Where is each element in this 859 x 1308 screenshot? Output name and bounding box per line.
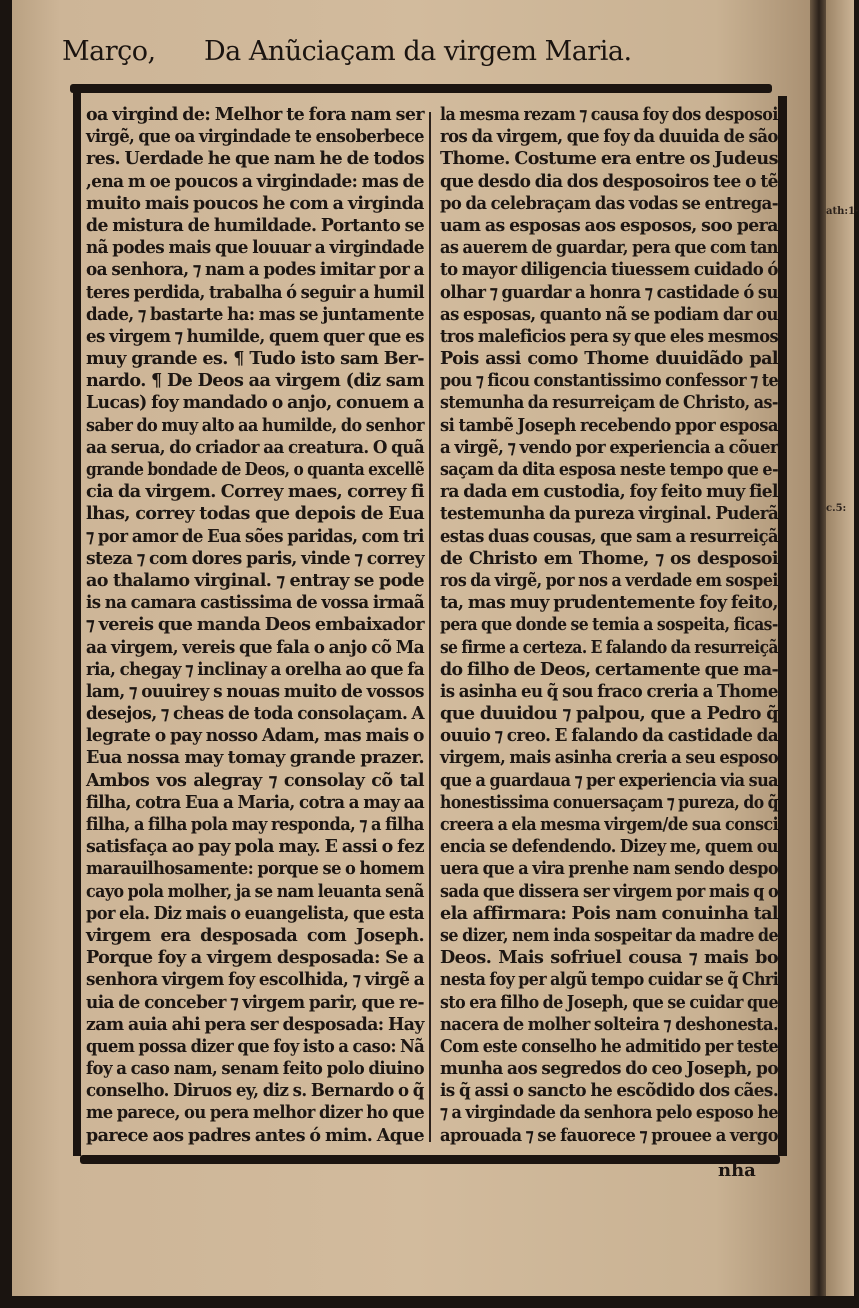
text-line: Thome. Costume era entre os Judeus [440,148,778,170]
text-line: ros da virgẽ, por nos a verdade em sospei [440,569,778,591]
text-line: por ela. Diz mais o euangelista, que esta [86,902,424,924]
text-line: po da celebraçam das vodas se entrega- [440,192,778,214]
catchword: nha [718,1160,756,1181]
text-line: nacera de molher solteira ⁊ deshonesta. [440,1013,779,1035]
text-line: parece aos padres antes ó mim. Aque [86,1124,424,1146]
text-line: pera que donde se temia a sospeita, ficas- [440,614,778,636]
text-line: foy a caso nam, senam feito polo diuino [86,1058,425,1080]
text-line: stemunha da resurreiçam de Christo, as- [440,392,778,414]
text-line: teres perdida, trabalha ó seguir a humil [86,281,425,303]
text-line: tros maleficios pera sy que eles mesmos [440,325,779,347]
text-line: ao thalamo virginal. ⁊ entray se pode [86,569,424,591]
text-line: ⁊ vereis que manda Deos embaixador [86,614,425,636]
left-border-rule [73,90,81,1156]
margin-note: ath:1· [826,206,859,217]
text-line: sada que dissera ser virgem por mais q o [440,880,779,902]
text-line: Ambos vos alegray ⁊ consolay cõ tal [86,769,424,791]
text-line: res. Uerdade he que nam he de todos [86,148,425,170]
text-line: de mistura de humildade. Portanto se [86,214,425,236]
text-line: steza ⁊ com dores paris, vinde ⁊ correy [86,547,424,569]
text-line: uia de conceber ⁊ virgem parir, que re- [86,991,424,1013]
text-line: ros da virgem, que foy da duuida de são [440,126,778,148]
text-line: la mesma rezam ⁊ causa foy dos desposoi [440,104,778,125]
text-line: munha aos segredos do ceo Joseph, po [440,1058,779,1080]
text-line: ria, chegay ⁊ inclinay a orelha ao que fa [86,658,425,680]
running-head-title: Da Anũciaçam da virgem Maria. [204,36,632,67]
text-line: nesta foy per algũ tempo cuidar se q̃ Chri [440,969,779,991]
running-head-month: Março, [62,36,156,67]
text-line: pou ⁊ ficou constantissimo confessor ⁊ te [440,370,779,392]
text-line: Deos. Mais sofriuel cousa ⁊ mais bo [440,947,778,969]
margin-note: c.5: [826,503,847,514]
text-line: a virgẽ, ⁊ vendo por experiencia a cõuer [440,436,779,458]
text-line: do filho de Deos, certamente que ma- [440,658,779,680]
text-line: se dizer, nem inda sospeitar da madre de [440,924,779,946]
text-line: lhas, correy todas que depois de Eua [86,503,424,525]
text-line: filha, a filha pola may responda, ⁊ a filha [86,814,424,835]
text-line: ra dada em custodia, foy feito muy fiel [440,481,778,503]
text-line: lam, ⁊ ouuirey s nouas muito de vossos [86,680,424,702]
text-line: cayo pola molher, ja se nam leuanta senã [86,880,424,902]
text-line: ta, mas muy prudentemente foy feito, [440,592,778,614]
text-line: as esposas, quanto nã se podiam dar ou [440,303,778,325]
text-line: uam as esposas aos esposos, soo pera [440,214,778,236]
text-line: oa senhora, ⁊ nam a podes imitar por a [86,259,424,281]
text-column-right [440,104,778,1147]
text-line: muy grande es. ¶ Tudo isto sam Ber- [86,348,424,370]
text-line: nã podes mais que louuar a virgindade [86,237,424,259]
text-line: Eua nossa may tomay grande prazer. [86,747,424,769]
text-line: ouuio ⁊ creo. E falando da castidade da [440,725,779,747]
text-line: muito mais poucos he com a virginda [86,192,424,214]
text-line: testemunha da pureza virginal. Puderã [440,503,779,525]
text-line: to mayor diligencia tiuessem cuidado ó [440,259,778,281]
text-line: conselho. Diruos ey, diz s. Bernardo o q̃ [86,1080,424,1102]
text-line: is q̃ assi o sancto he escõdido dos cães. [440,1080,779,1102]
text-line: si tambẽ Joseph recebendo ppor esposa [440,414,778,436]
text-line: marauilhosamente: porque se o homem [86,858,425,880]
text-line: is na camara castissima de vossa irmaã [86,592,425,614]
text-line: ⁊ a virgindade da senhora pelo esposo he [440,1102,778,1124]
text-line: satisfaça ao pay pola may. E assi o fez [86,836,424,858]
text-line: oa virgind de: Melhor te fora nam ser [86,104,424,125]
text-line: encia se defendendo. Dizey me, quem ou [440,836,778,858]
text-line: dade, ⁊ bastarte ha: mas se juntamente [86,303,424,325]
text-line: senhora virgem foy escolhida, ⁊ virgẽ a [86,969,425,991]
book-page-right-edge [826,0,854,1308]
text-line: saçam da dita esposa neste tempo que e- [440,459,779,480]
column-divider [429,112,431,1142]
top-rule [70,84,772,93]
text-line: sto era filho de Joseph, que se cuidar que [440,991,779,1013]
text-line: creera a ela mesma virgem/de sua consci [440,814,779,835]
scan-background [0,1296,854,1308]
text-line: estas duas cousas, que sam a resurreiçã [440,525,778,547]
text-line: se firme a certeza. E falando da resurreiçã [440,636,778,658]
text-line: as auerem de guardar, pera que com tan [440,237,778,259]
text-column-left [86,104,424,1147]
text-line: Lucas) foy mandado o anjo, conuem a [86,392,424,414]
text-line: uera que a vira prenhe nam sendo despo [440,858,779,880]
text-line: virgem era desposada com Joseph. [86,924,424,946]
text-line: nardo. ¶ De Deos aa virgem (diz sam [86,370,424,392]
text-line: desejos, ⁊ cheas de toda consolaçam. A [86,703,425,725]
text-line: aa serua, do criador aa creatura. O quã [86,436,425,458]
text-line: Porque foy a virgem desposada: Se a [86,947,424,969]
text-line: me parece, ou pera melhor dizer ho que [86,1102,425,1124]
text-line: ela affirmara: Pois nam conuinha tal [440,902,778,924]
text-line: grande bondade de Deos, o quanta excellẽ [86,459,425,480]
text-line: virgem, mais asinha creria a seu esposo [440,747,779,769]
text-line: filha, cotra Eua a Maria, cotra a may aa [86,791,425,813]
text-line: is asinha eu q̃ sou fraco creria a Thome [440,680,778,702]
text-line: aprouada ⁊ se fauorece ⁊ prouee a vergo [440,1124,778,1146]
text-line: Pois assi como Thome duuidãdo pal [440,348,778,370]
text-line: Com este conselho he admitido per teste [440,1035,779,1057]
text-line: ⁊ por amor de Eua sões paridas, com tri [86,525,424,547]
text-line: que duuidou ⁊ palpou, que a Pedro q̃ [440,703,778,725]
text-line: legrate o pay nosso Adam, mas mais o [86,725,424,747]
text-line: cia da virgem. Correy maes, correy fi [86,481,424,503]
bottom-rule [80,1155,780,1164]
text-line: zam auia ahi pera ser desposada: Hay [86,1013,424,1035]
text-line: quem possa dizer que foy isto a caso: Nã [86,1035,425,1057]
text-line: ,ena m oe poucos a virgindade: mas de [86,170,424,192]
text-line: que desdo dia dos desposoiros tee o tẽ [440,170,778,192]
text-line: virgẽ, que oa virgindade te ensoberbece [86,126,424,148]
text-line: aa virgem, vereis que fala o anjo cõ Ma [86,636,425,658]
text-line: saber do muy alto aa humilde, do senhor [86,414,425,436]
text-line: que a guardaua ⁊ per experiencia via sua [440,769,779,791]
text-line: de Christo em Thome, ⁊ os desposoi [440,547,778,569]
text-line: es virgem ⁊ humilde, quem quer que es [86,325,424,347]
right-border-rule [778,96,787,1156]
text-line: honestissima conuersaçam ⁊ pureza, do q̃ [440,791,779,813]
text-line: olhar ⁊ guardar a honra ⁊ castidade ó su [440,281,778,303]
